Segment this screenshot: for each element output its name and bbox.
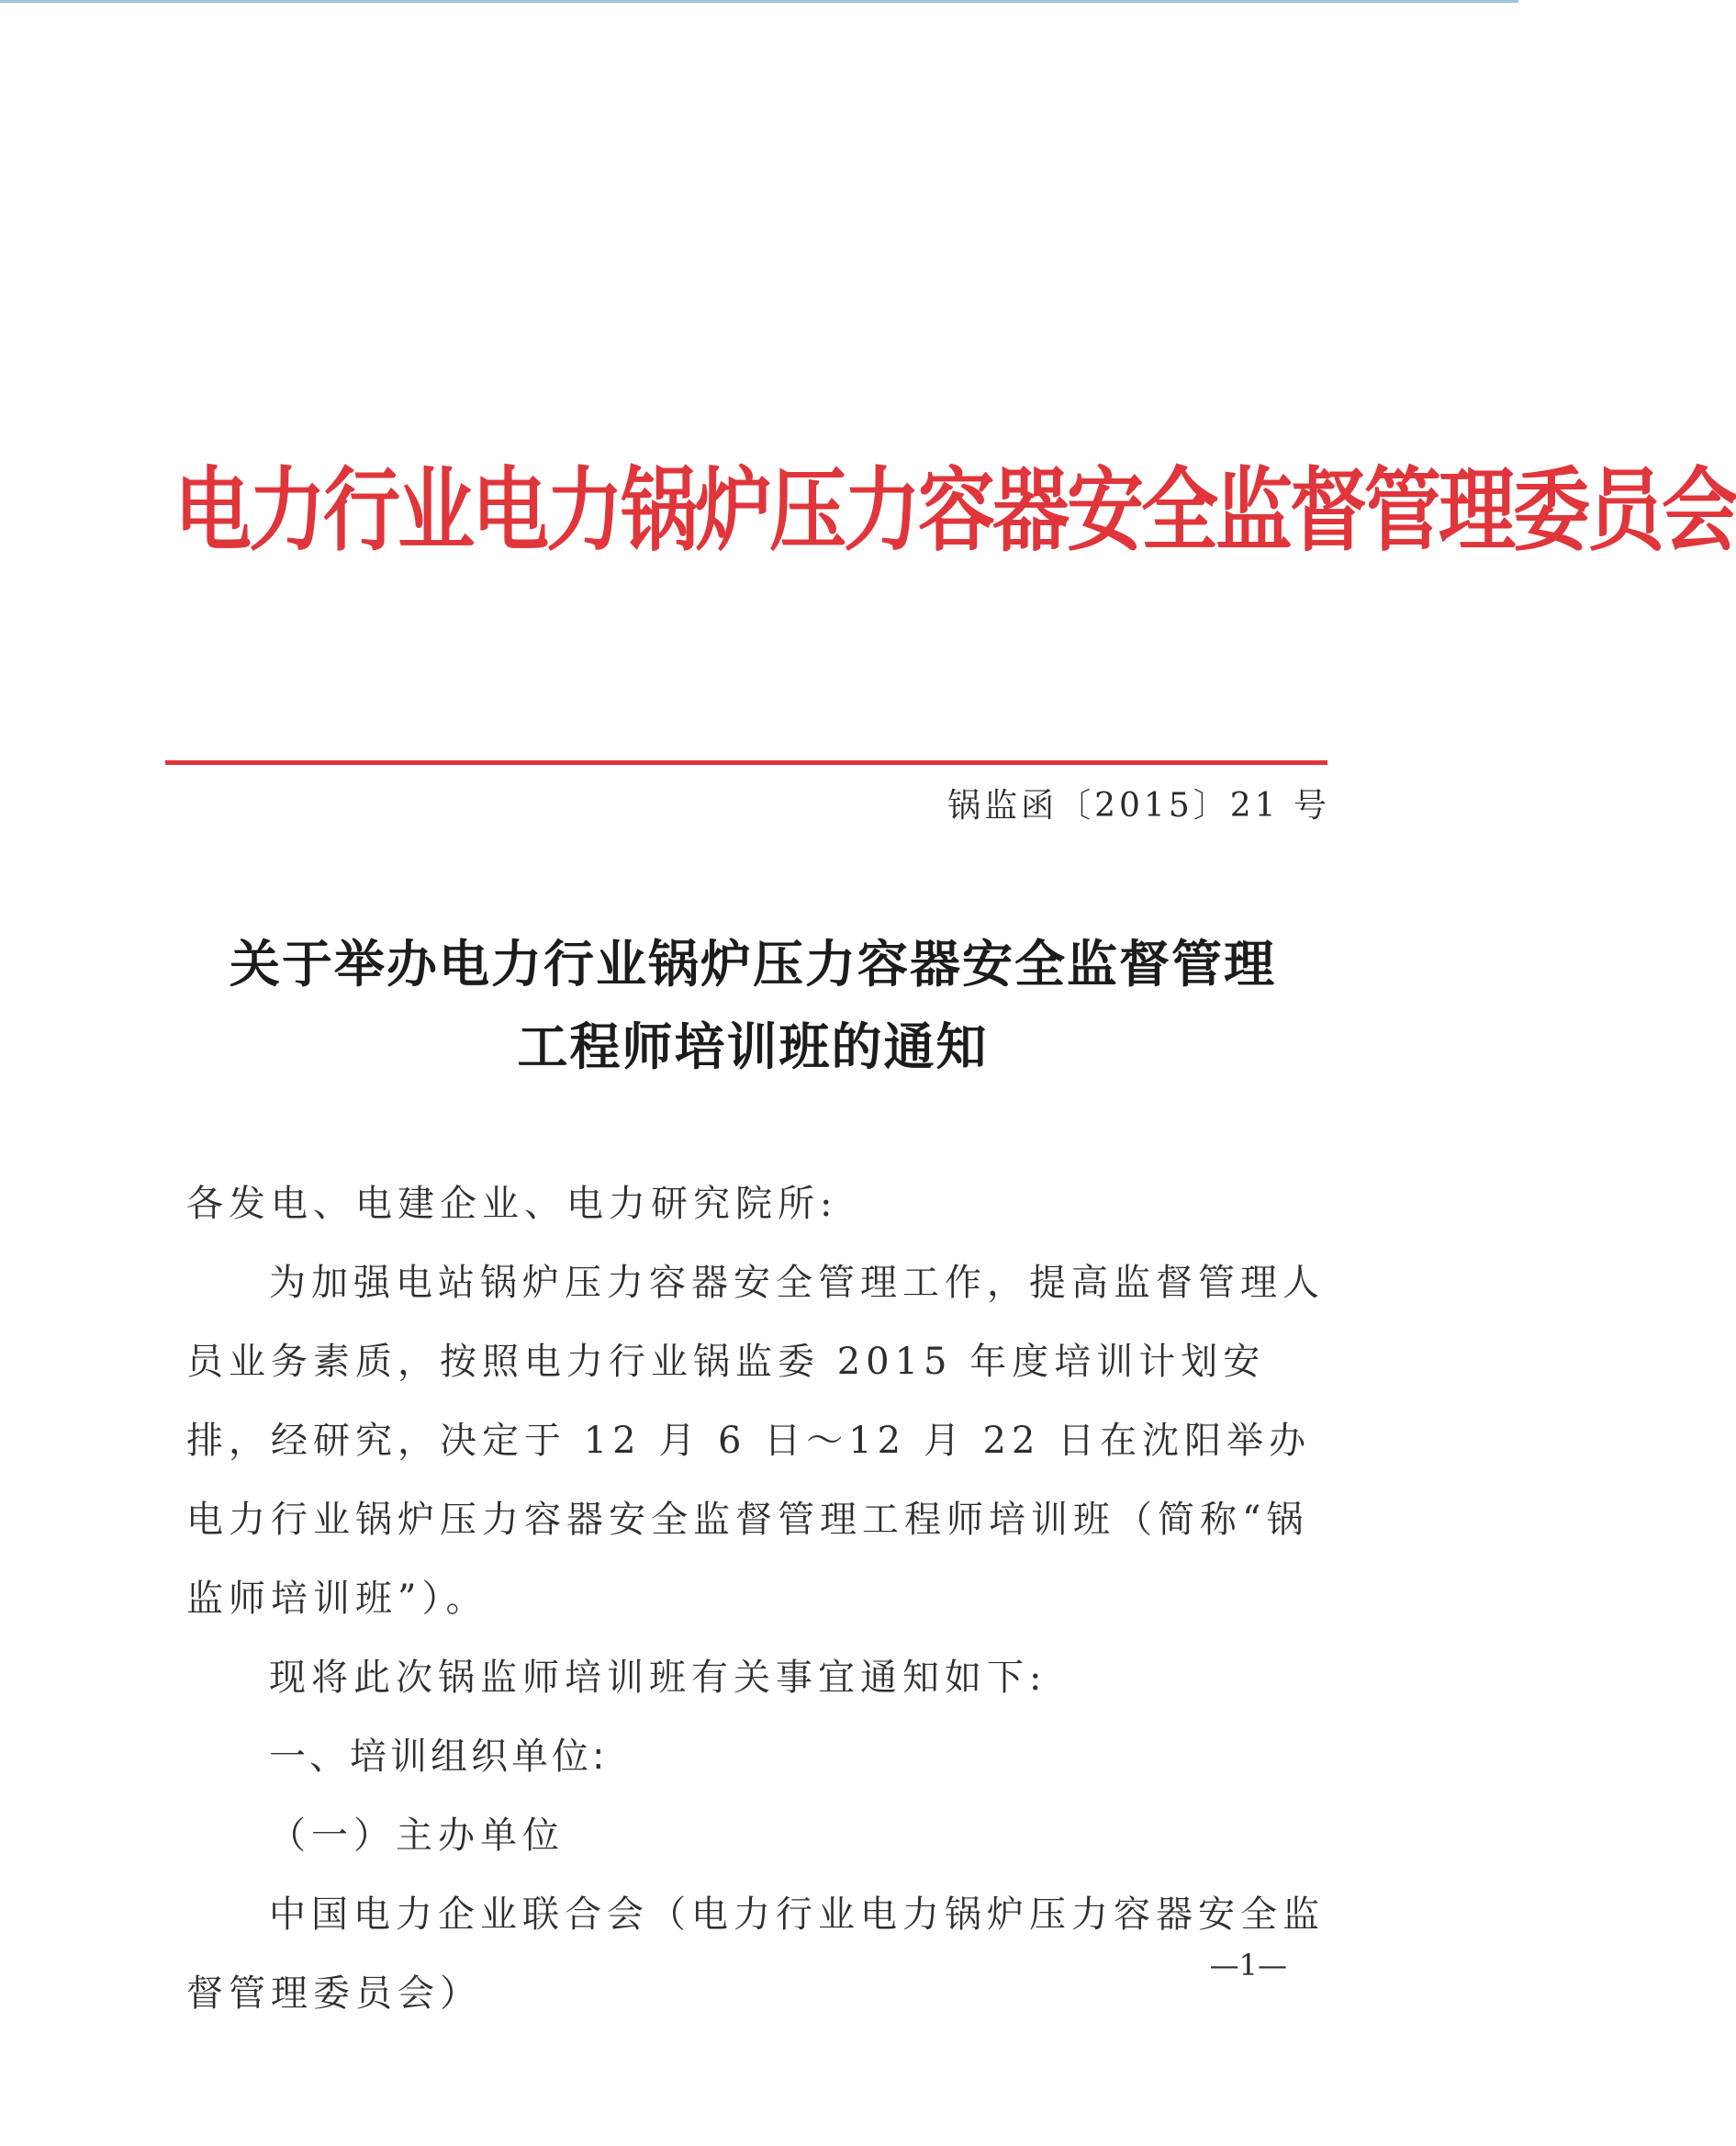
paragraph-intro: 为加强电站锅炉压力容器安全管理工作，提高监督管理人员业务素质，按照电力行业锅监委 2015 年度培训计划安排，经研究，决定于 12 月 6 日～12 月 22 日在沈阳举办电力行业锅炉压力容器安全监督管理工程师培训班（简称“锅监师培训班”）。 <box>186 1262 1325 1620</box>
letterhead-org-name: 电力行业电力锅炉压力容器安全监督管理委员会 <box>174 457 1736 564</box>
salutation: 各发电、电建企业、电力研究院所: <box>186 1183 838 1225</box>
document-number: 锅监函〔2015〕21 号 <box>947 787 1330 825</box>
document-title-line-2: 工程师培训班的通知 <box>517 1017 989 1076</box>
scan-edge <box>0 0 1518 3</box>
page-number: —1— <box>1209 1948 1287 1983</box>
paragraph-notice: 现将此次锅监师培训班有关事宜通知如下: <box>269 1657 1047 1699</box>
subsection-heading-1: （一）主办单位 <box>269 1815 565 1857</box>
subsection-body-1: 中国电力企业联合会（电力行业电力锅炉压力容器安全监督管理委员会） <box>186 1893 1325 2015</box>
document-body <box>186 1164 1334 2033</box>
letterhead-red-rule <box>165 760 1327 765</box>
section-heading-1: 一、培训组织单位: <box>269 1736 609 1778</box>
document-title-line-1: 关于举办电力行业锅炉压力容器安全监督管理 <box>229 934 1276 994</box>
document-title <box>165 923 1340 1088</box>
